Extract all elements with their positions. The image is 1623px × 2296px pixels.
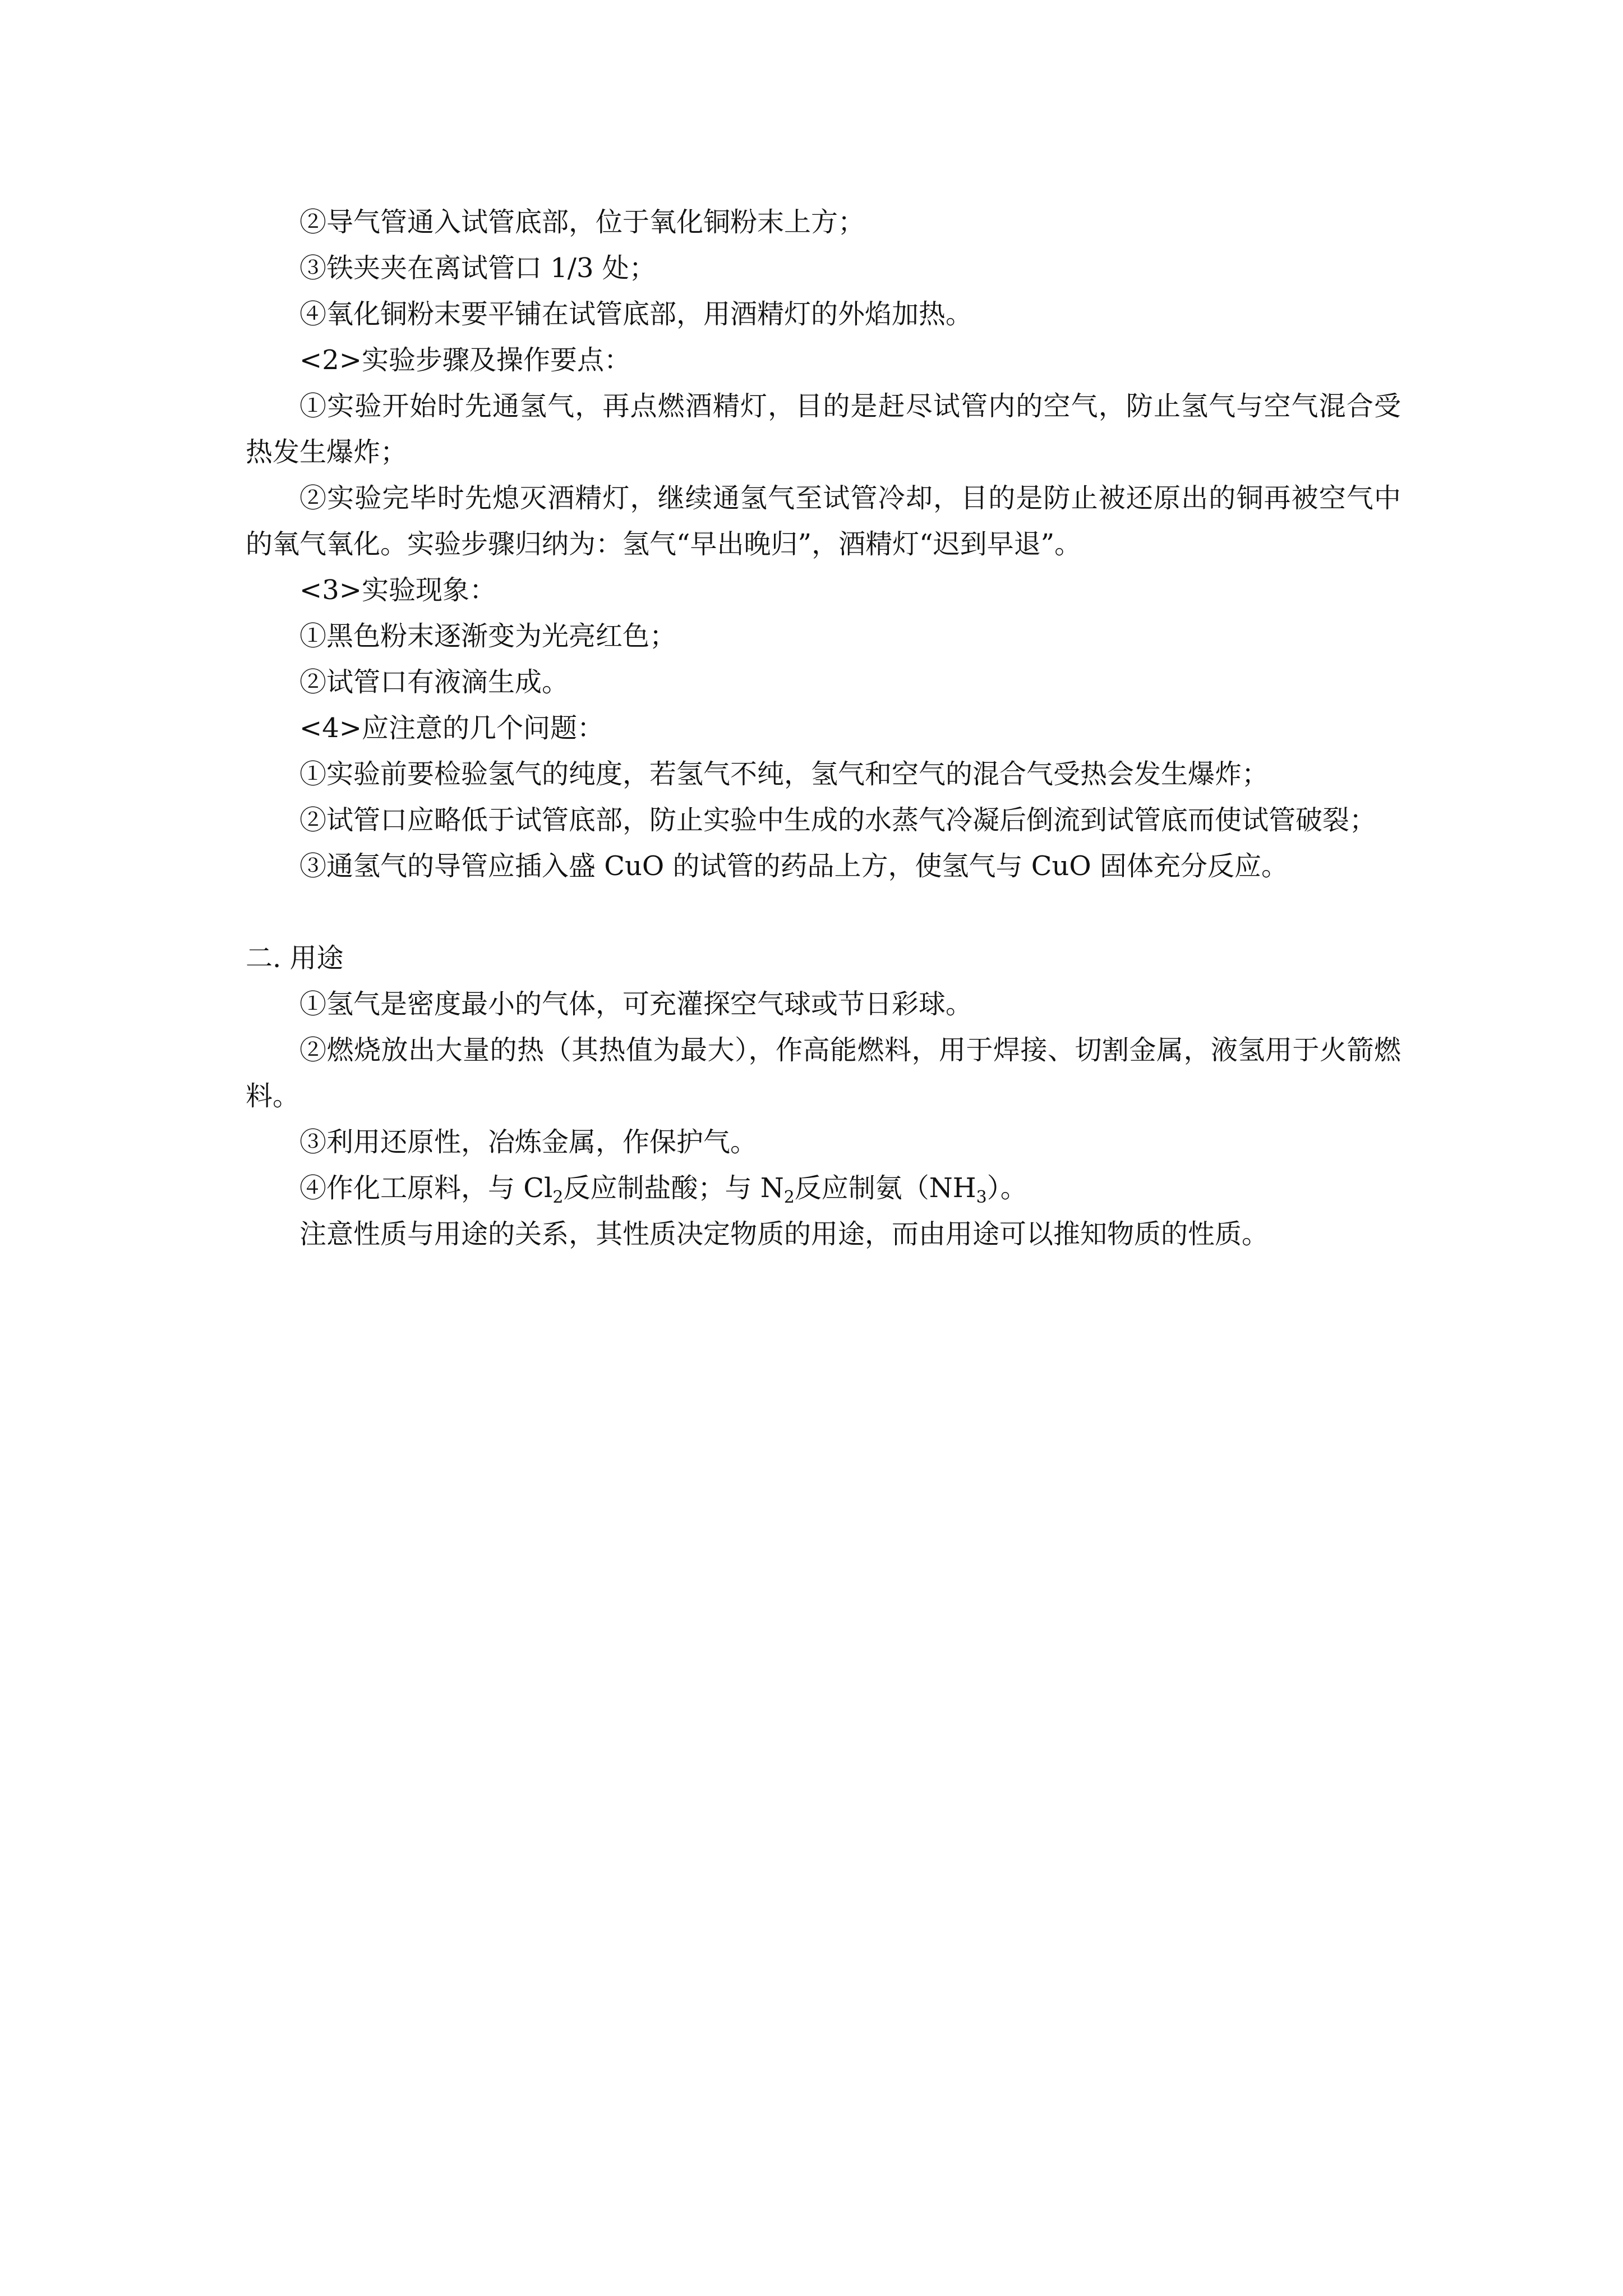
text-fragment: ）。 — [986, 1172, 1027, 1204]
paragraph-use-chemical — [246, 1165, 1401, 1211]
paragraph-property-use-relation: 注意性质与用途的关系，其性质决定物质的用途，而由用途可以推知物质的性质。 — [299, 1218, 1269, 1250]
paragraph-caution-tube-angle: ②试管口应略低于试管底部，防止实验中生成的水蒸气冷凝后倒流到试管底而使试管破裂； — [299, 804, 1377, 836]
paragraph-iron-clamp: ③铁夹夹在离试管口 1/3 处； — [299, 252, 656, 284]
subheading-cautions: <4>应注意的几个问题： — [299, 712, 604, 744]
paragraph-phenomenon-droplets: ②试管口有液滴生成。 — [299, 666, 569, 698]
paragraph-use-fuel: ②燃烧放出大量的热（其热值为最大），作高能燃料，用于焊接、切割金属，液氢用于火箭燃料。 — [246, 1034, 1401, 1112]
subheading-phenomena: <3>实验现象： — [299, 574, 496, 606]
document-body — [246, 199, 1401, 1257]
subscript: 2 — [783, 1188, 795, 1207]
paragraph-caution-purity: ①实验前要检验氢气的纯度，若氢气不纯，氢气和空气的混合气受热会发生爆炸； — [299, 758, 1269, 790]
text-fragment: ④作化工原料，与 Cl — [299, 1172, 553, 1204]
paragraph-step-start: ①实验开始时先通氢气，再点燃酒精灯，目的是赶尽试管内的空气，防止氢气与空气混合受热发生爆炸； — [246, 390, 1401, 468]
paragraph-gas-tube: ②导气管通入试管底部，位于氧化铜粉末上方； — [299, 206, 865, 238]
paragraph-use-reduction: ③利用还原性，冶炼金属，作保护气。 — [299, 1126, 758, 1158]
paragraph-caution-tube-insert: ③通氢气的导管应插入盛 CuO 的试管的药品上方，使氢气与 CuO 固体充分反应。 — [299, 850, 1289, 882]
text-fragment: 反应制氨（NH — [794, 1172, 976, 1204]
subheading-steps: <2>实验步骤及操作要点： — [299, 344, 631, 376]
paragraph-use-balloon: ①氢气是密度最小的气体，可充灌探空气球或节日彩球。 — [299, 988, 973, 1020]
subscript: 3 — [976, 1188, 987, 1207]
paragraph-phenomenon-color: ①黑色粉末逐渐变为光亮红色； — [299, 620, 677, 652]
subscript: 2 — [552, 1188, 564, 1207]
paragraph-step-end: ②实验完毕时先熄灭酒精灯，继续通氢气至试管冷却，目的是防止被还原出的铜再被空气中的氧气氧化。实验步骤归纳为：氢气“早出晚归”，酒精灯“迟到早退”。 — [246, 482, 1401, 560]
paragraph-copper-oxide-powder: ④氧化铜粉末要平铺在试管底部，用酒精灯的外焰加热。 — [299, 298, 973, 330]
section-gap — [246, 889, 1401, 935]
text-fragment: 反应制盐酸；与 N — [563, 1172, 784, 1204]
section-heading-uses: 二. 用途 — [246, 942, 344, 974]
